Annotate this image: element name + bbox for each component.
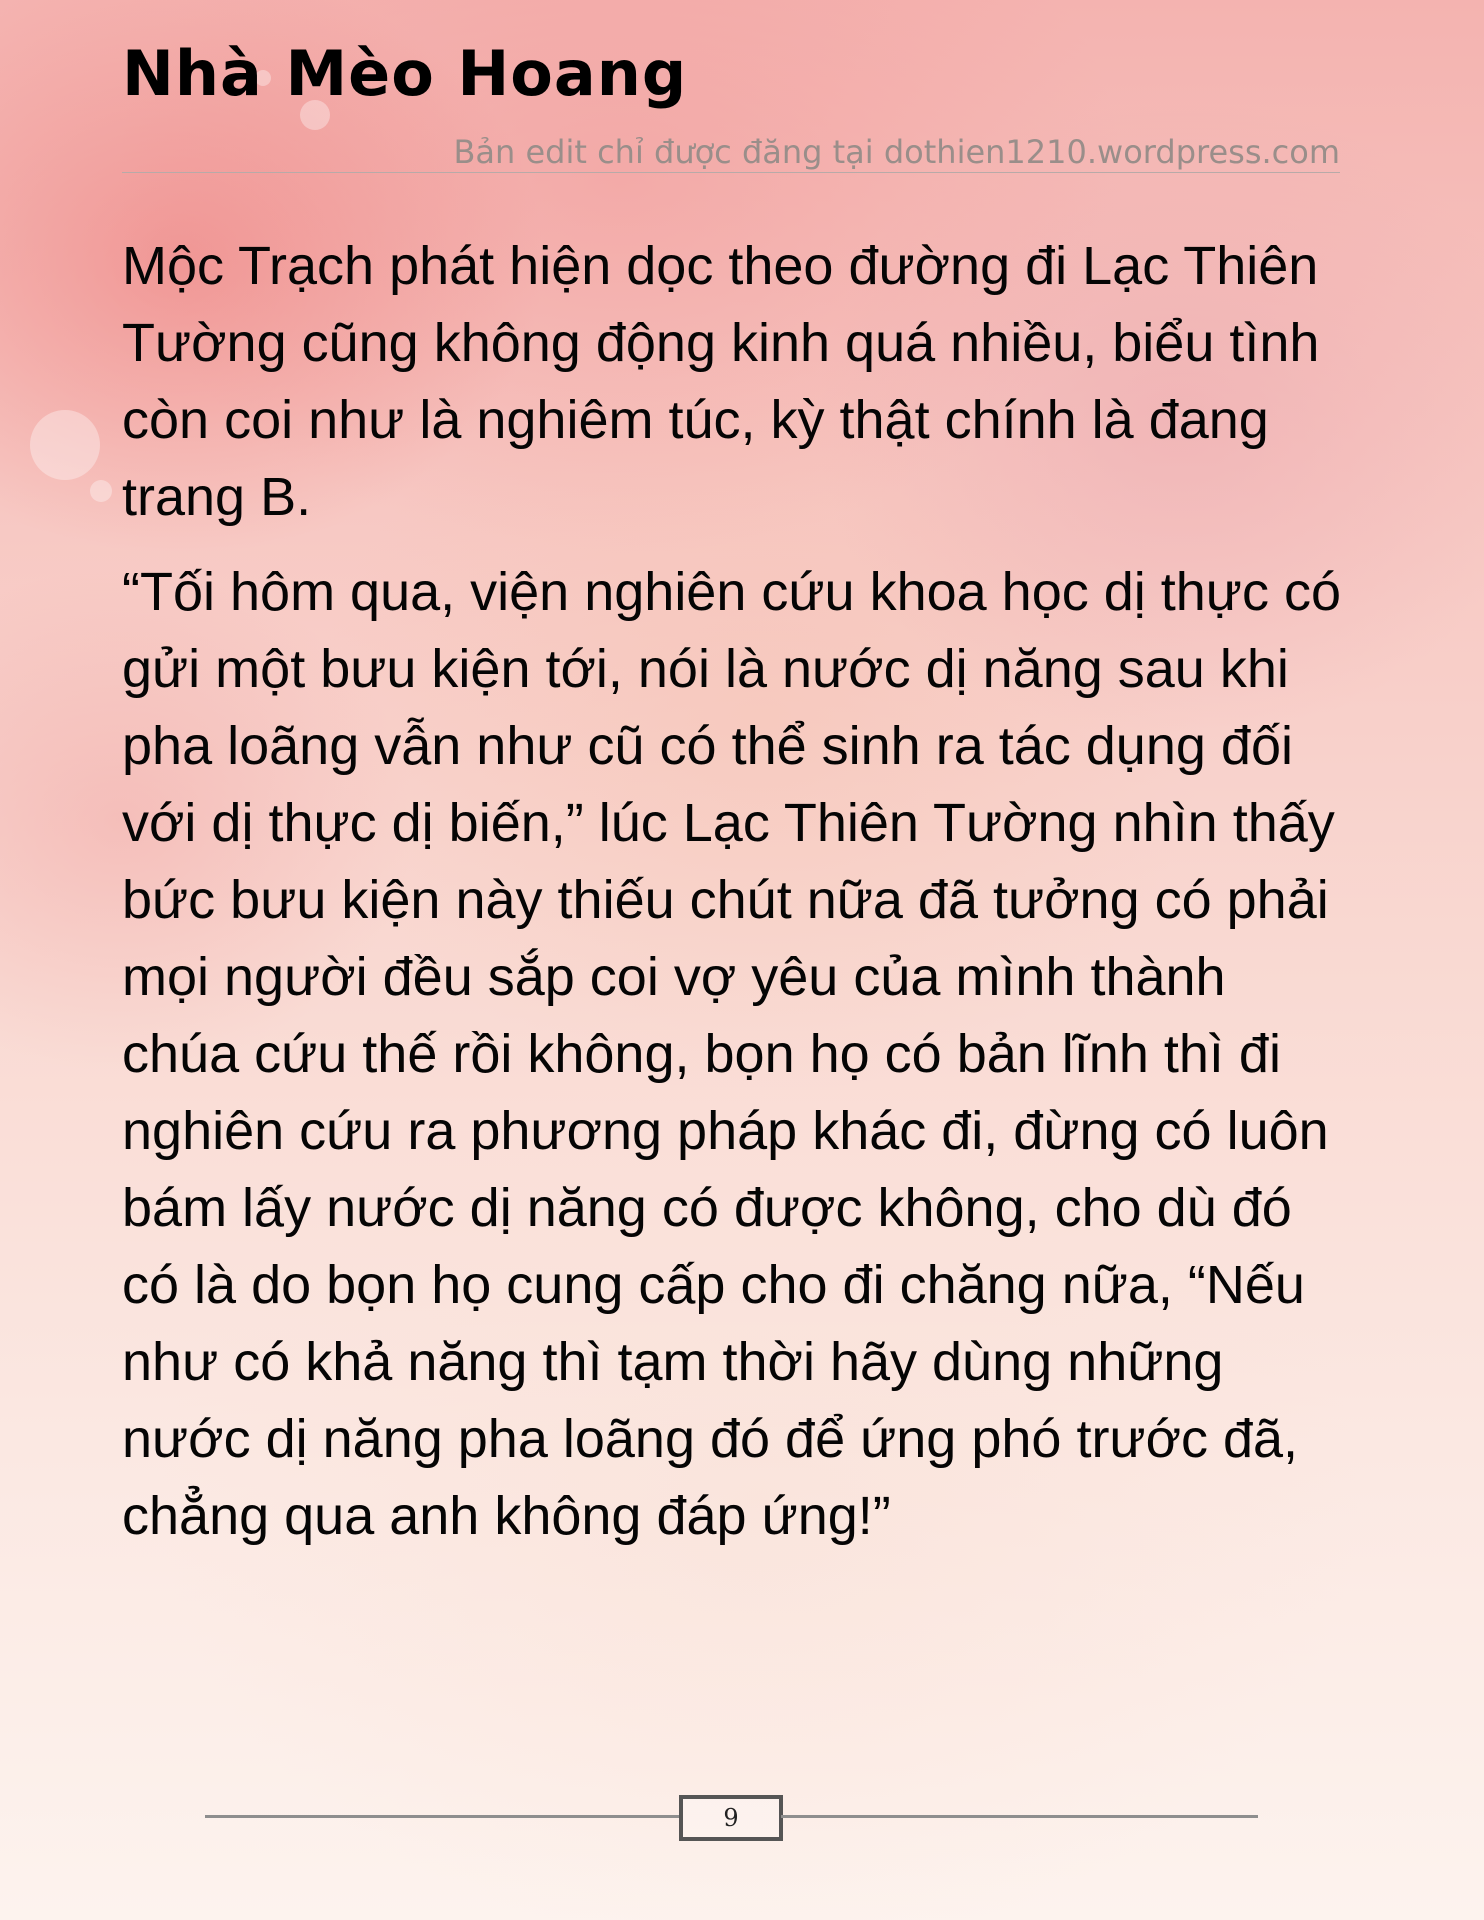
header-note: Bản edit chỉ được đăng tại dothien1210.wordpress.com — [453, 133, 1340, 171]
background-bokeh — [90, 480, 112, 502]
paragraph: Mộc Trạch phát hiện dọc theo đường đi Lạc Thiên Tường cũng không động kinh quá nhiều, biểu tình còn coi như là nghiêm túc, kỳ thật chính là đang trang B. — [122, 236, 1320, 527]
footer-divider-left — [205, 1815, 679, 1818]
header-divider — [122, 172, 1340, 173]
page-number: 9 — [679, 1795, 783, 1841]
body-text — [122, 228, 1352, 1573]
page-title: Nhà Mèo Hoang — [122, 37, 688, 110]
background-bokeh — [30, 410, 100, 480]
footer-divider-right — [781, 1815, 1258, 1818]
paragraph: “Tối hôm qua, viện nghiên cứu khoa học dị thực có gửi một bưu kiện tới, nói là nước dị năng sau khi pha loãng vẫn như cũ có thể sinh ra tác dụng đối với dị thực dị biến,” lúc Lạc Thiên Tường nhìn thấy bức bưu kiện này thiếu chút nữa đã tưởng có phải mọi người đều sắp coi vợ yêu của mình thành chúa cứu thế rồi không, bọn họ có bản lĩnh thì đi nghiên cứu ra phương pháp khác đi, đừng có luôn bám lấy nước dị năng có được không, cho dù đó có là do bọn họ cung cấp cho đi chăng nữa, “Nếu như có khả năng thì tạm thời hãy dùng những nước dị năng pha loãng đó để ứng phó trước đã, chẳng qua anh không đáp ứng!” — [122, 562, 1341, 1546]
